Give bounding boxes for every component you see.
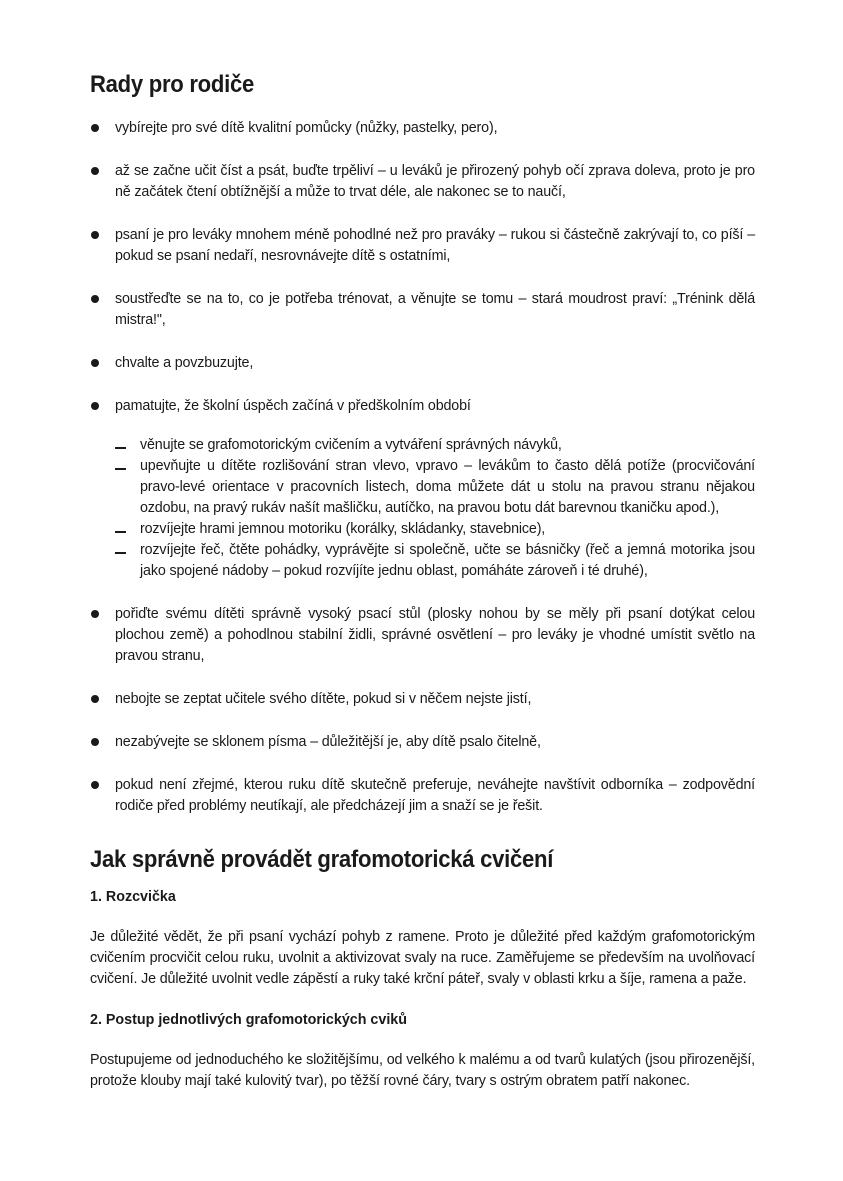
- sub-list: [115, 435, 755, 582]
- sub-list-item-text: rozvíjejte hrami jemnou motoriku (korálky, skládanky, stavebnice),: [140, 521, 546, 537]
- sub-list-item-text: upevňujte u dítěte rozlišování stran vlevo, vpravo – levákům to často dělá potíže (procvičování pravo-levé orientace v pracovních listech, doma můžete dát u stolu na pravou stranu nějakou ozdobu, na pravý rukáv našít mašličku, autíčko, na pravou botu dát barevnou tkaničku apod.),: [140, 458, 755, 516]
- sub-list-item: [115, 540, 755, 582]
- sub-list-item: [115, 456, 755, 519]
- list-item: [90, 118, 755, 139]
- list-item-text: chvalte a povzbuzujte,: [115, 355, 254, 371]
- list-item-text: soustřeďte se na to, co je potřeba trénovat, a věnujte se tomu – stará moudrost praví: „Trénink dělá mistra!",: [115, 291, 755, 328]
- tips-list: [90, 118, 755, 817]
- bullet-icon: [91, 402, 99, 410]
- sub-list-item: [115, 519, 755, 540]
- list-item-text: vybírejte pro své dítě kvalitní pomůcky (nůžky, pastelky, pero),: [115, 120, 498, 136]
- dash-icon: [115, 447, 126, 449]
- list-item-text: pořiďte svému dítěti správně vysoký psací stůl (plosky nohou by se měly při psaní dotýkat celou plochou země) a pohodlnou stabilní židli, správné osvětlení – pro leváky je vhodné umístit světlo na pravou stranu,: [115, 606, 755, 664]
- paragraph-rozcvicka: Je důležité vědět, že při psaní vychází pohyb z ramene. Proto je důležité před každým grafomotorickým cvičením procvičit celou ruku, uvolnit a aktivizovat svaly na ruce. Zaměřujeme se především na uvolňovací cvičení. Je důležité uvolnit vedle zápěstí a ruky také krční páteř, svaly v oblasti krku a šíje, ramena a paže.: [90, 929, 755, 987]
- list-item: [90, 353, 755, 374]
- sub-list-item-text: rozvíjejte řeč, čtěte pohádky, vyprávějte si společně, učte se básničky (řeč a jemná motorika jsou jako spojené nádoby – pokud rozvíjíte jednu oblast, pomáháte zároveň i té druhé),: [140, 542, 755, 579]
- dash-icon: [115, 552, 126, 554]
- list-item: [90, 775, 755, 817]
- bullet-icon: [91, 231, 99, 239]
- list-item-text: pamatujte, že školní úspěch začíná v předškolním období: [115, 398, 471, 414]
- paragraph-postup: Postupujeme od jednoduchého ke složitějšímu, od velkého k malému a od tvarů kulatých (jsou přirozenější, protože klouby mají také kulovitý tvar), po těžší rovné čáry, tvary s ostrým obratem patří nakonec.: [90, 1052, 755, 1089]
- bullet-icon: [91, 167, 99, 175]
- bullet-icon: [91, 124, 99, 132]
- list-item-text: nezabývejte se sklonem písma – důležitější je, aby dítě psalo čitelně,: [115, 734, 541, 750]
- list-item-text: až se začne učit číst a psát, buďte trpěliví – u leváků je přirozený pohyb očí zprava doleva, proto je pro ně začátek čtení obtížnější a může to trvat déle, ale nakonec se to naučí,: [115, 163, 755, 200]
- sub-list-item-text: věnujte se grafomotorickým cvičením a vytváření správných návyků,: [140, 437, 562, 453]
- bullet-icon: [91, 359, 99, 367]
- subsection-heading-postup: 2. Postup jednotlivých grafomotorických cviků: [90, 1012, 407, 1028]
- list-item: [90, 689, 755, 710]
- list-item-text: psaní je pro leváky mnohem méně pohodlné než pro praváky – rukou si částečně zakrývají to, co píší – pokud se psaní nedaří, nesrovnávejte dítě s ostatními,: [115, 227, 755, 264]
- dash-icon: [115, 531, 126, 533]
- list-item: [90, 732, 755, 753]
- section-title-grafomotorika: Jak správně provádět grafomotorická cvičení: [90, 846, 554, 873]
- document-page: [90, 70, 755, 1112]
- subsection-heading-rozcvicka: 1. Rozcvička: [90, 889, 176, 905]
- bullet-icon: [91, 781, 99, 789]
- section-title-rady: Rady pro rodiče: [90, 71, 254, 98]
- bullet-icon: [91, 610, 99, 618]
- list-item: [90, 604, 755, 667]
- list-item: [90, 396, 755, 582]
- list-item: [90, 289, 755, 331]
- bullet-icon: [91, 295, 99, 303]
- list-item: [90, 161, 755, 203]
- sub-list-item: [115, 435, 755, 456]
- list-item-text: nebojte se zeptat učitele svého dítěte, pokud si v něčem nejste jistí,: [115, 691, 532, 707]
- list-item: [90, 225, 755, 267]
- bullet-icon: [91, 738, 99, 746]
- list-item-text: pokud není zřejmé, kterou ruku dítě skutečně preferuje, neváhejte navštívit odborníka – zodpovědní rodiče před problémy neutíkají, ale předcházejí jim a snaží se je řešit.: [115, 777, 755, 814]
- dash-icon: [115, 468, 126, 470]
- bullet-icon: [91, 695, 99, 703]
